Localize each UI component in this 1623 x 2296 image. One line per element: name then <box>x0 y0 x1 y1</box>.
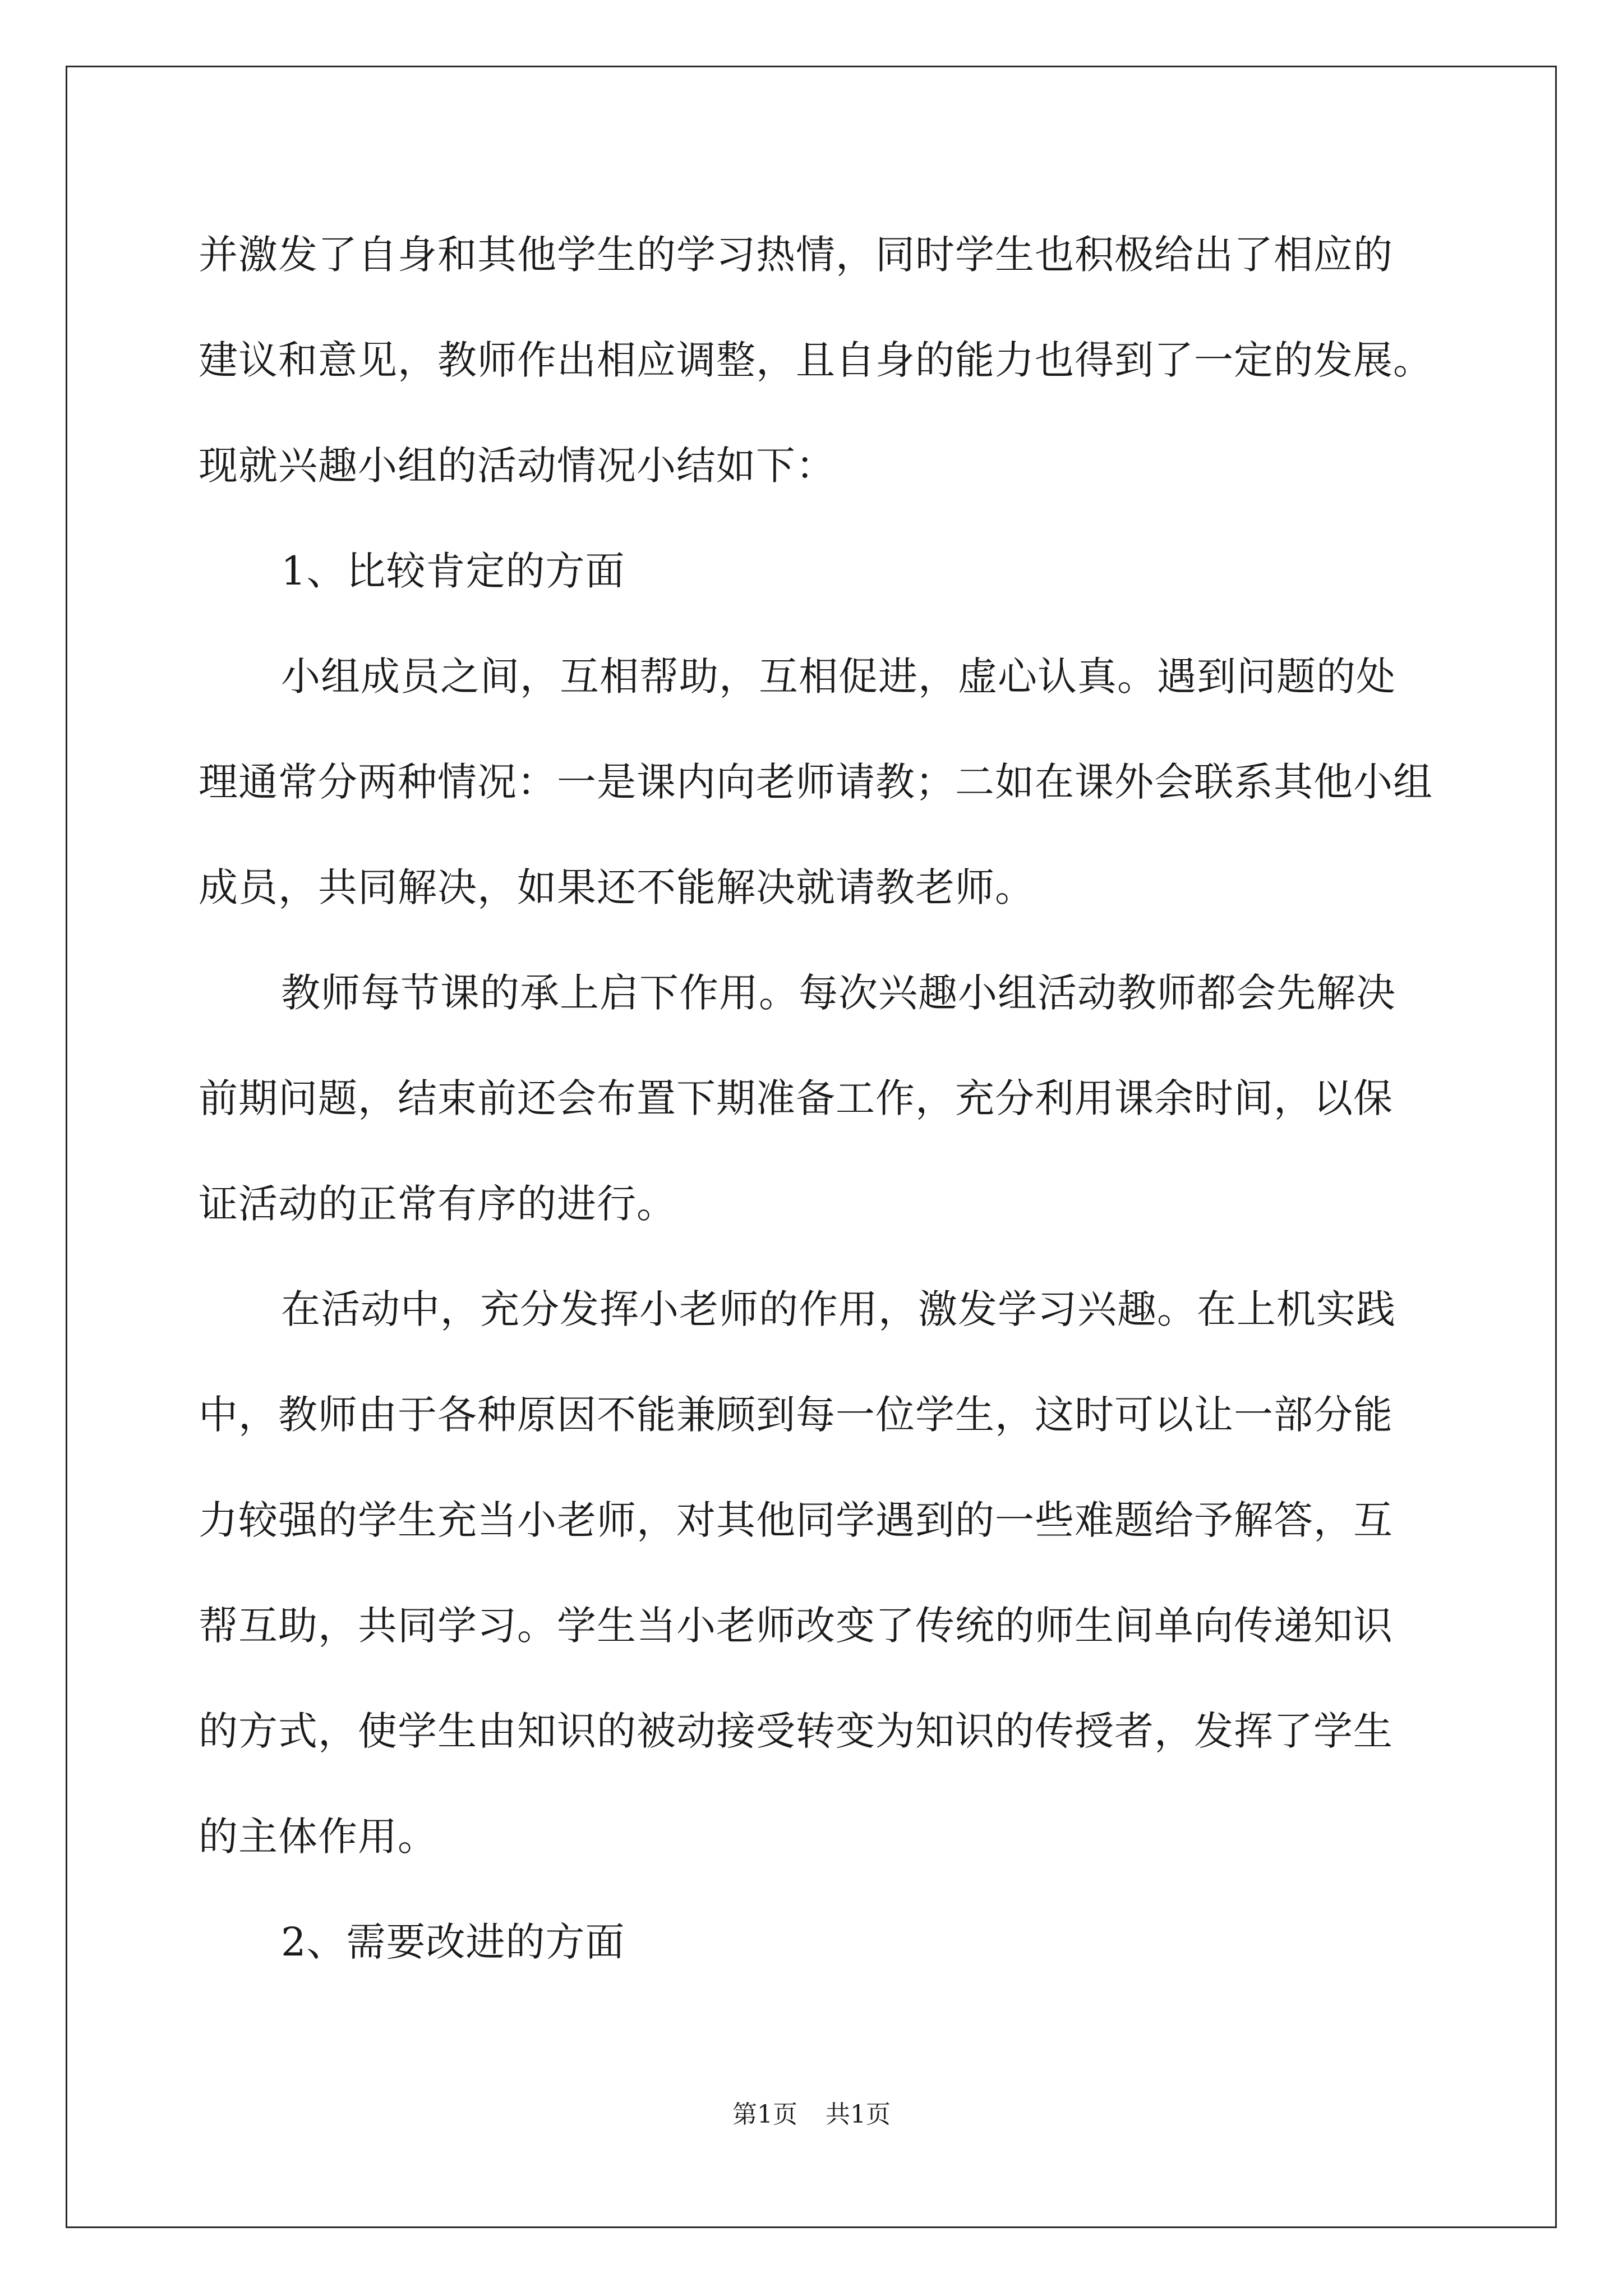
text-line-11: 在活动中，充分发挥小老师的作用，激发学习兴趣。在上机实践 <box>281 1286 1396 1332</box>
section-heading-1: 1、比较肯定的方面 <box>281 548 625 594</box>
text-line-3: 现就兴趣小组的活动情况小结如下： <box>199 443 836 489</box>
document-body <box>199 202 1435 1995</box>
text-line-5: 小组成员之间，互相帮助，互相促进，虚心认真。遇到问题的处 <box>281 654 1396 700</box>
page-number-total: 共1页 <box>826 2100 891 2129</box>
text-line-7: 成员，共同解决，如果还不能解决就请教老师。 <box>199 864 1035 910</box>
text-line-9: 前期问题，结束前还会布置下期准备工作，充分利用课余时间，以保 <box>199 1075 1393 1121</box>
text-line-14: 帮互助，共同学习。学生当小老师改变了传统的师生间单向传递知识 <box>199 1603 1393 1649</box>
text-line-2: 建议和意见，教师作出相应调整，且自身的能力也得到了一定的发展。 <box>199 337 1433 383</box>
page-footer <box>0 2098 1623 2132</box>
text-line-16: 的主体作用。 <box>199 1814 437 1860</box>
text-line-12: 中，教师由于各种原因不能兼顾到每一位学生，这时可以让一部分能 <box>199 1392 1393 1438</box>
text-line-8: 教师每节课的承上启下作用。每次兴趣小组活动教师都会先解决 <box>281 970 1396 1016</box>
text-line-13: 力较强的学生充当小老师，对其他同学遇到的一些难题给予解答，互 <box>199 1497 1393 1543</box>
section-heading-2: 2、需要改进的方面 <box>281 1919 625 1965</box>
text-line-10: 证活动的正常有序的进行。 <box>199 1181 676 1227</box>
text-line-1: 并激发了自身和其他学生的学习热情，同时学生也积极给出了相应的 <box>199 232 1393 278</box>
text-line-6: 理通常分两种情况：一是课内向老师请教；二如在课外会联系其他小组 <box>199 759 1433 805</box>
text-line-15: 的方式，使学生由知识的被动接受转变为知识的传授者，发挥了学生 <box>199 1708 1393 1754</box>
page-number-current: 第1页 <box>732 2100 797 2129</box>
